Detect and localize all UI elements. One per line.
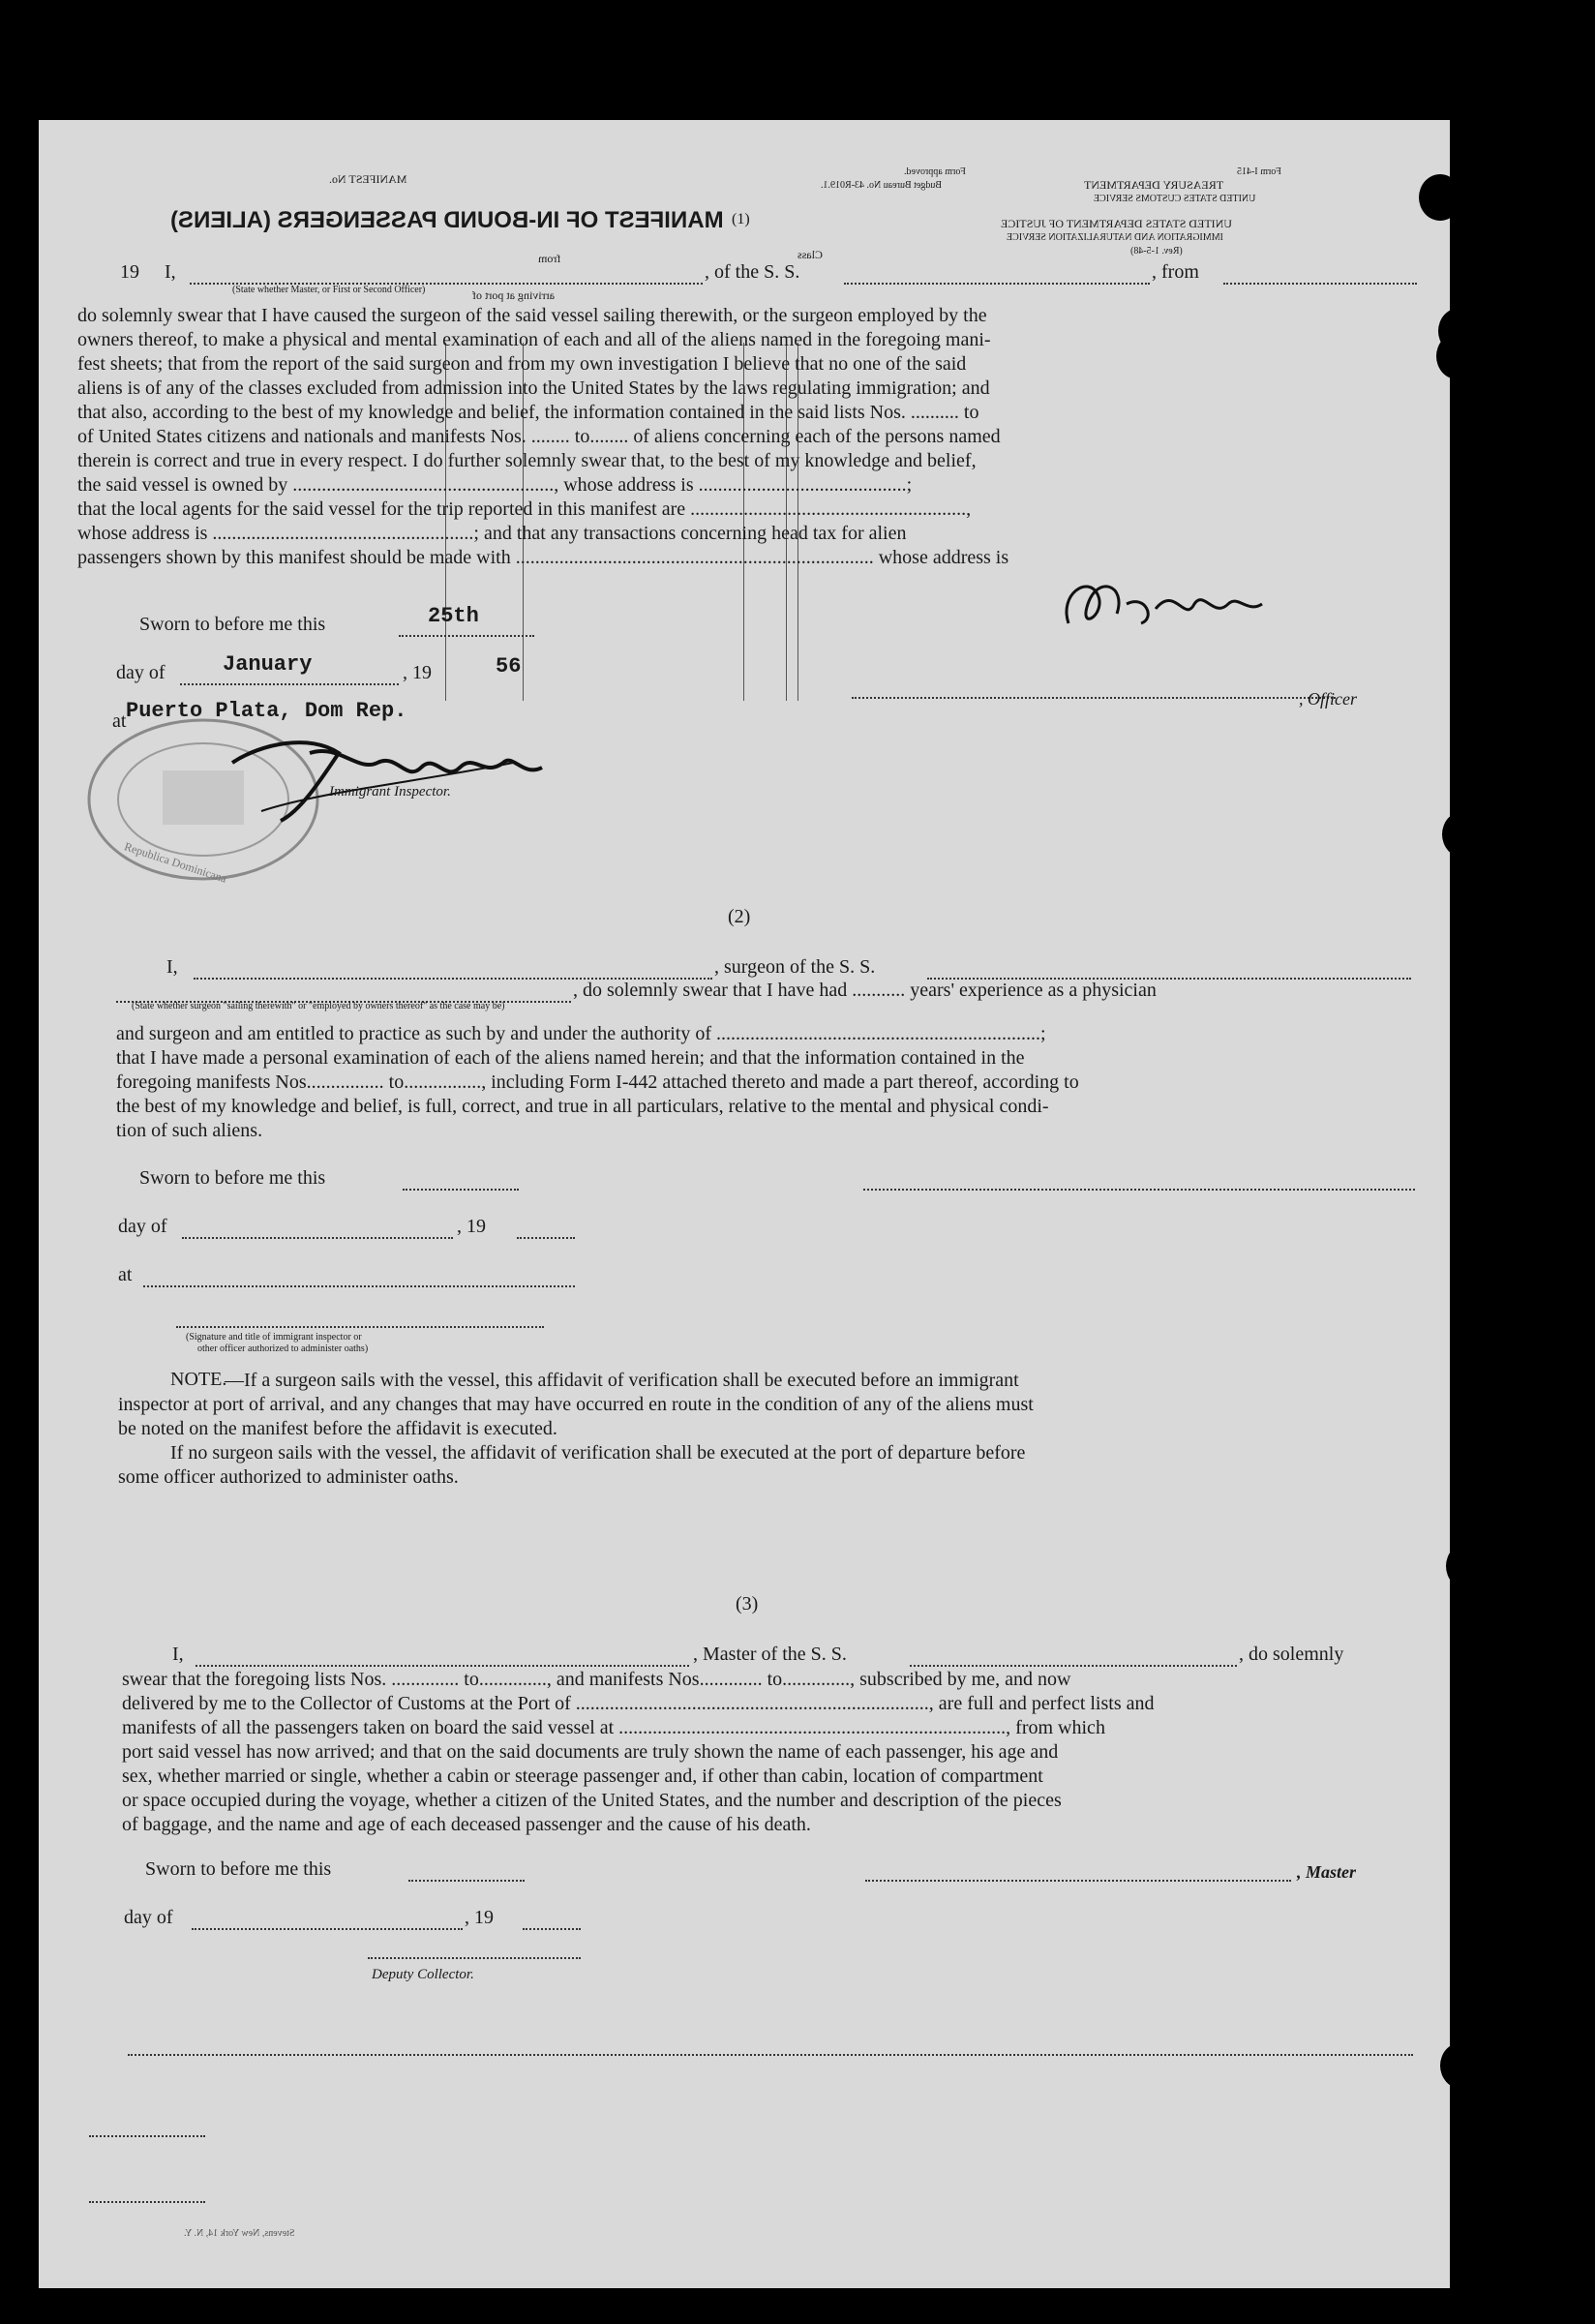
note-line-3: be noted on the manifest before the affidavit is executed.: [118, 1418, 557, 1439]
form-number: Form I-415: [1237, 166, 1281, 177]
manifest-page: [39, 120, 1450, 2288]
note-line-5: some officer authorized to administer oaths.: [118, 1466, 459, 1488]
officer-label: , Officer: [1299, 689, 1357, 709]
inspector-label: Immigrant Inspector.: [329, 784, 451, 800]
punch-hole: [1442, 811, 1485, 858]
note-line-4: If no surgeon sails with the vessel, the affidavit of verification shall be executed at the port of departure before: [170, 1442, 1026, 1464]
year-label-3: , 19: [465, 1907, 494, 1928]
printer-imprint: Stevens, New York 14, N. Y.: [184, 2228, 295, 2239]
punch-hole: [1456, 2180, 1498, 2226]
sworn-day: 25th: [428, 604, 479, 628]
year-prefix: 19: [120, 261, 139, 283]
surgeon-para-4: the best of my knowledge and belief, is full, correct, and true in all particulars, relative to the mental and physical condi-: [116, 1096, 1049, 1117]
surgeon-para-2: that I have made a personal examination of each of the aliens named herein; and that the information contained in the: [116, 1047, 1025, 1069]
surgeon-hint: (State whether surgeon "sailing therewith" or "employed by owners thereof" as the case may be): [132, 1001, 505, 1011]
section-3-number: (3): [736, 1593, 759, 1615]
oath-line-9: that the local agents for the said vessel for the trip reported in this manifest are .........................................................,: [77, 498, 972, 520]
master-para-5: sex, whether married or single, whether a cabin or steerage passenger and, if other than cabin, location of compartment: [122, 1766, 1043, 1787]
master-label: , Master: [1297, 1862, 1357, 1882]
section-2-number: (2): [728, 906, 751, 927]
master-ss-label: , Master of the S. S.: [693, 1644, 847, 1665]
master-para-4: port said vessel has now arrived; and that on the said documents are truly shown the name of each passenger, his age and: [122, 1741, 1059, 1763]
punch-hole: [1458, 2062, 1500, 2108]
section1-i: I,: [165, 261, 176, 283]
surgeon-para-5: tion of such aliens.: [116, 1120, 263, 1141]
place: Puerto Plata, Dom Rep.: [126, 699, 407, 723]
punch-hole: [1452, 699, 1473, 724]
oath-line-6: of United States citizens and nationals and manifests Nos. ........ to........ of aliens concerning each of the persons named: [77, 426, 1001, 447]
master-para-2: delivered by me to the Collector of Customs at the Port of ........................................................................., are full and perfect lists and: [122, 1693, 1155, 1714]
sworn-label-2: Sworn to before me this: [139, 1167, 326, 1189]
signature-hint-2: other officer authorized to administer oaths): [197, 1343, 369, 1354]
year-value: 56: [496, 654, 522, 679]
oath-line-2: owners thereof, to make a physical and mental examination of each and all of the aliens named in the foregoing mani-: [77, 329, 991, 350]
oath-line-4: aliens is of any of the classes excluded from admission into the United States by the laws regulating immigration; and: [77, 377, 990, 399]
form-approved: Form approved.: [904, 166, 966, 177]
at-label-1: at: [112, 710, 127, 732]
inspector-signature: [223, 724, 571, 835]
from-label: , from: [1152, 261, 1199, 283]
sworn-label-1: Sworn to before me this: [139, 614, 326, 635]
note-label: NOTE.: [170, 1369, 227, 1390]
officer-signature: [1049, 565, 1301, 648]
day-of-label-1: day of: [116, 662, 166, 683]
month: January: [223, 652, 313, 677]
note-line-2: inspector at port of arrival, and any changes that may have occurred en route in the condition of any of the aliens must: [118, 1394, 1034, 1415]
surgeon-para-1: and surgeon and am entitled to practice as such by and under the authority of ...................................................................;: [116, 1023, 1046, 1044]
oath-line-5: that also, according to the best of my knowledge and belief, the information contained in the said lists Nos. .......... to: [77, 402, 979, 423]
oath-line-11: passengers shown by this manifest should be made with .......................................................................... whose address is: [77, 547, 1009, 568]
section2-i: I,: [166, 956, 178, 978]
ins-service: IMMIGRATION AND NATURALIZATION SERVICE: [1007, 232, 1223, 243]
manifest-no-label: MANIFEST No.: [329, 172, 407, 186]
ss-label: , of the S. S.: [705, 261, 800, 283]
arriving-label: arriving at port of: [472, 288, 555, 302]
revision: (Rev. 1-5-48): [1130, 246, 1183, 257]
note-line-1: —If a surgeon sails with the vessel, this affidavit of verification shall be executed before an immigrant: [225, 1370, 1019, 1391]
day-of-label-3: day of: [124, 1907, 173, 1928]
year-label-1: , 19: [403, 662, 432, 683]
punch-hole: [1419, 174, 1461, 221]
customs-service: UNITED STATES CUSTOMS SERVICE: [1094, 194, 1256, 204]
master-para-7: of baggage, and the name and age of each deceased passenger and the cause of his death.: [122, 1814, 811, 1835]
do-solemnly: , do solemnly: [1239, 1644, 1344, 1665]
surgeon-para-3: foregoing manifests Nos................ to................, including Form I-442 attached thereto and made a part thereof, according to: [116, 1071, 1079, 1093]
sworn-label-3: Sworn to before me this: [145, 1858, 332, 1880]
from-header: from: [538, 252, 561, 265]
title-number: (1): [732, 211, 750, 227]
master-para-3: manifests of all the passengers taken on board the said vessel at ................................................................................, from which: [122, 1717, 1105, 1738]
oath-line-3: fest sheets; that from the report of the said surgeon and from my own investigation I believe that no one of the said: [77, 353, 967, 375]
justice-department: UNITED STATES DEPARTMENT OF JUSTICE: [1001, 217, 1233, 230]
oath-line-1: do solemnly swear that I have caused the surgeon of the said vessel sailing therewith, or the surgeon employed by the: [77, 305, 987, 326]
oath-line-7: therein is correct and true in every respect. I do further solemnly swear that, to the best of my knowledge and belief,: [77, 450, 977, 471]
at-label-2: at: [118, 1264, 133, 1285]
year-label-2: , 19: [457, 1216, 486, 1237]
class-header: Class: [798, 248, 824, 261]
section3-i: I,: [172, 1644, 184, 1665]
punch-hole: [1456, 1183, 1498, 1229]
punch-hole: [1446, 1543, 1489, 1589]
surgeon-ss-label: , surgeon of the S. S.: [714, 956, 876, 978]
oath-line-8: the said vessel is owned by ......................................................, whose address is ...........................................;: [77, 474, 913, 496]
punch-hole: [1436, 333, 1479, 379]
state-hint: (State whether Master, or First or Second Officer): [232, 285, 426, 295]
manifest-title: MANIFEST OF IN-BOUND PASSENGERS (ALIENS): [170, 207, 724, 233]
master-para-1: swear that the foregoing lists Nos. .............. to.............., and manifests Nos............. to.............., subscribed by me, and now: [122, 1669, 1071, 1690]
deputy-collector-label: Deputy Collector.: [372, 1967, 474, 1982]
master-para-6: or space occupied during the voyage, whether a citizen of the United States, and the number and description of the pieces: [122, 1790, 1062, 1811]
signature-hint-1: (Signature and title of immigrant inspector or: [186, 1332, 362, 1343]
day-of-label-2: day of: [118, 1216, 167, 1237]
treasury-department: TREASURY DEPARTMENT: [1084, 178, 1224, 192]
surgeon-line-2: , do solemnly swear that I have had ........... years' experience as a physician: [573, 980, 1157, 1001]
stamp-text: Republica Dominicana: [122, 839, 228, 886]
oath-line-10: whose address is ......................................................; and that any transactions concerning head tax for alien: [77, 523, 907, 544]
budget-bureau: Budget Bureau No. 43-R019.1.: [821, 180, 942, 191]
